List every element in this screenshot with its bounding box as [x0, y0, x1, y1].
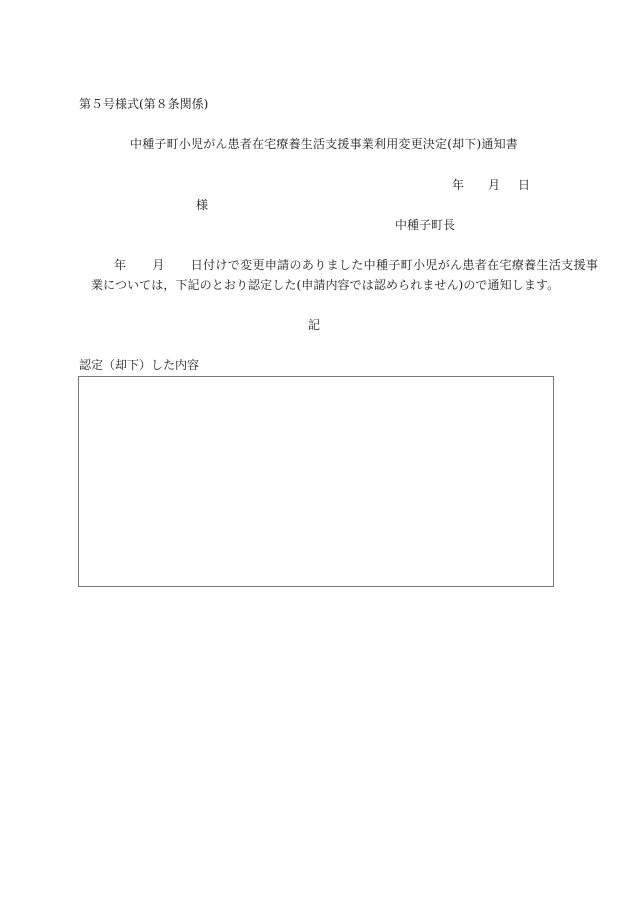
body-month-label: 月	[152, 258, 165, 272]
issuer: 中種子町長	[395, 218, 456, 232]
date-line	[452, 178, 530, 192]
ki-heading: 記	[308, 318, 321, 332]
document-title: 中種子町小児がん患者在宅療養生活支援事業利用変更決定(却下)通知書	[130, 137, 518, 151]
content-label: 認定（却下）した内容	[79, 358, 200, 372]
body-text-line-2: 業については，下記のとおり認定した(申請内容では認められません)ので通知します。	[91, 278, 560, 292]
addressee-suffix: 様	[196, 198, 209, 212]
date-day-label: 日	[518, 178, 531, 192]
content-box	[78, 376, 554, 587]
date-month-label: 月	[488, 178, 501, 192]
body-line1-text: 日付けで変更申請のありました中種子町小児がん患者在宅療養生活支援事	[190, 258, 599, 272]
body-year-label: 年	[114, 258, 127, 272]
form-number: 第５号様式(第８条関係)	[79, 97, 209, 111]
date-year-label: 年	[452, 178, 465, 192]
body-text-line-1	[114, 258, 598, 272]
